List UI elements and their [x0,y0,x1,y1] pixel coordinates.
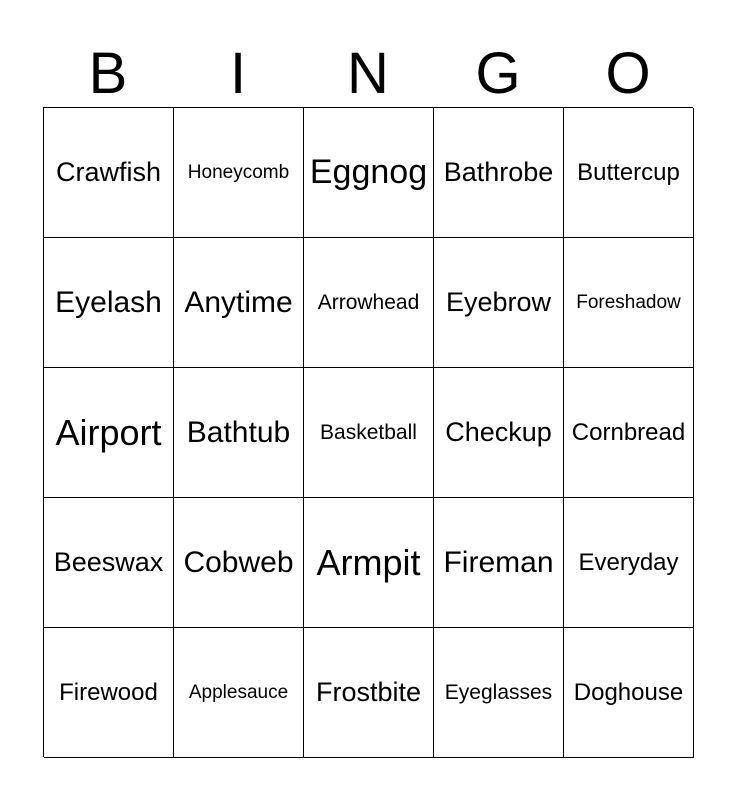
bingo-cell[interactable]: Eggnog [304,108,434,238]
bingo-cell[interactable]: Fireman [434,498,564,628]
bingo-cell[interactable]: Bathtub [174,368,304,498]
bingo-cell[interactable]: Foreshadow [564,238,694,368]
bingo-cell[interactable]: Frostbite [304,628,434,758]
bingo-cell[interactable]: Arrowhead [304,238,434,368]
bingo-cell[interactable]: Basketball [304,368,434,498]
bingo-cell[interactable]: Checkup [434,368,564,498]
bingo-cell[interactable]: Airport [44,368,174,498]
bingo-header [43,40,693,108]
header-letter-o: O [605,41,651,106]
bingo-board [43,107,693,757]
bingo-cell[interactable]: Doghouse [564,628,694,758]
bingo-cell[interactable]: Beeswax [44,498,174,628]
header-letter-b: B [88,41,128,106]
header-letter-n: N [347,41,389,106]
bingo-cell[interactable]: Armpit [304,498,434,628]
bingo-cell[interactable]: Eyelash [44,238,174,368]
bingo-cell[interactable]: Applesauce [174,628,304,758]
bingo-cell[interactable]: Buttercup [564,108,694,238]
bingo-cell[interactable]: Everyday [564,498,694,628]
header-letter-i: I [229,41,247,106]
bingo-cell[interactable]: Anytime [174,238,304,368]
bingo-cell[interactable]: Crawfish [44,108,174,238]
bingo-cell[interactable]: Cobweb [174,498,304,628]
bingo-cell[interactable]: Bathrobe [434,108,564,238]
bingo-cell[interactable]: Eyebrow [434,238,564,368]
header-letter-g: G [475,41,521,106]
bingo-cell[interactable]: Firewood [44,628,174,758]
bingo-cell[interactable]: Eyeglasses [434,628,564,758]
bingo-cell[interactable]: Cornbread [564,368,694,498]
bingo-cell[interactable]: Honeycomb [174,108,304,238]
